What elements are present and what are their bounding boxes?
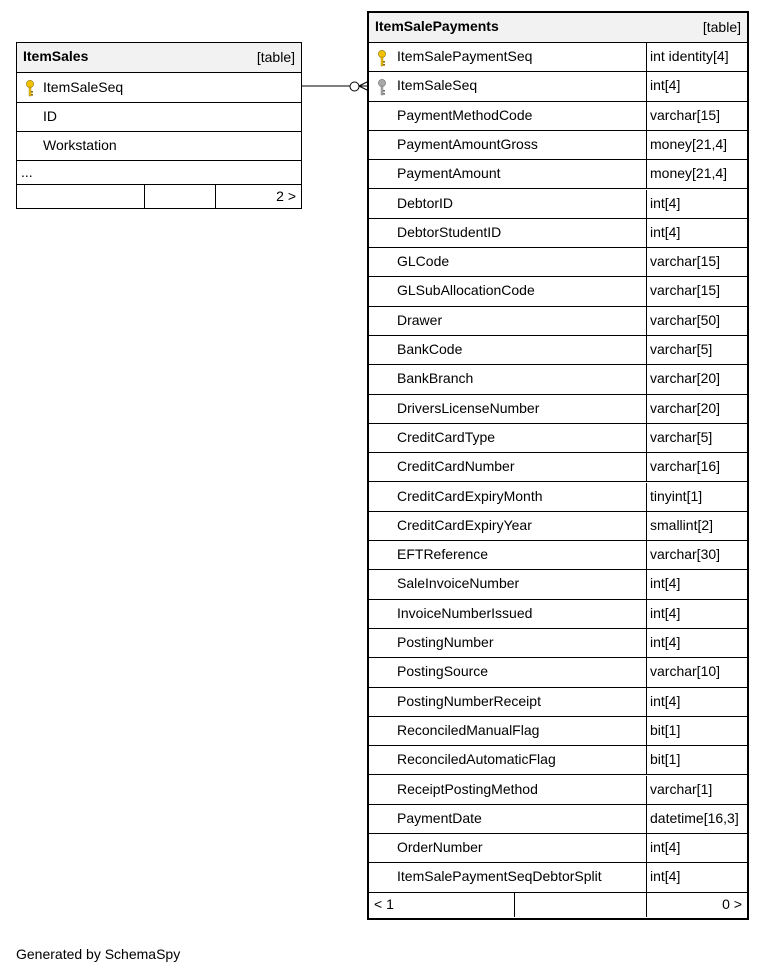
column-row[interactable]	[369, 512, 747, 541]
column-type: money[21,4]	[650, 165, 728, 182]
column-name: CreditCardType	[397, 428, 496, 445]
column-type: varchar[30]	[650, 546, 721, 563]
column-divider	[646, 600, 647, 628]
column-divider	[646, 483, 647, 511]
column-name: ID	[43, 108, 57, 124]
footer-divider	[215, 185, 216, 208]
column-name: ReconciledAutomaticFlag	[397, 751, 556, 768]
column-divider	[646, 102, 647, 130]
column-name: PaymentAmount	[397, 165, 501, 182]
column-row[interactable]	[369, 834, 747, 863]
column-type: varchar[16]	[650, 458, 721, 475]
table-kind: [table]	[702, 19, 741, 35]
column-divider	[646, 43, 647, 71]
column-divider	[646, 72, 647, 100]
column-row[interactable]	[369, 190, 747, 219]
column-type: int[4]	[650, 839, 681, 856]
column-divider	[646, 190, 647, 218]
column-type: varchar[15]	[650, 106, 721, 123]
column-type: int[4]	[650, 634, 681, 650]
column-divider	[646, 541, 647, 569]
column-name: PaymentMethodCode	[397, 106, 533, 123]
column-divider	[646, 248, 647, 276]
column-divider	[646, 570, 647, 598]
column-name: GLCode	[397, 253, 450, 270]
column-type: varchar[50]	[650, 311, 721, 328]
column-row[interactable]	[369, 805, 747, 834]
children-count[interactable]: 0 >	[722, 895, 742, 912]
column-divider	[646, 277, 647, 305]
column-name: PaymentDate	[397, 809, 482, 826]
column-name: CreditCardNumber	[397, 458, 515, 475]
column-type: varchar[15]	[650, 282, 721, 299]
column-name: CreditCardExpiryMonth	[397, 487, 543, 504]
column-row[interactable]	[369, 336, 747, 365]
column-row[interactable]	[17, 132, 301, 161]
ellipsis: ...	[21, 164, 33, 180]
item-sale-payments-table[interactable]	[367, 11, 749, 920]
column-type: int[4]	[650, 604, 681, 621]
column-row[interactable]	[369, 131, 747, 160]
column-type: int[4]	[650, 223, 681, 240]
item-sales-table[interactable]	[16, 42, 302, 209]
column-type: varchar[15]	[650, 253, 721, 270]
column-type: money[21,4]	[650, 135, 728, 152]
column-name: PostingNumberReceipt	[397, 692, 541, 709]
column-name: CreditCardExpiryYear	[397, 516, 532, 533]
column-divider	[646, 424, 647, 452]
column-name: InvoiceNumberIssued	[397, 604, 533, 621]
primary-key-icon	[24, 79, 36, 97]
column-name: ReconciledManualFlag	[397, 721, 540, 738]
column-type: varchar[5]	[650, 428, 713, 445]
column-row[interactable]	[369, 453, 747, 482]
column-divider	[646, 658, 647, 686]
column-row[interactable]	[369, 600, 747, 629]
column-type: int[4]	[650, 77, 681, 94]
children-count[interactable]: 2 >	[276, 188, 296, 204]
column-row[interactable]	[17, 103, 301, 132]
column-name: ItemSalePaymentSeq	[397, 48, 533, 64]
column-type: varchar[10]	[650, 663, 721, 680]
column-row[interactable]	[369, 541, 747, 570]
column-name: BankBranch	[397, 370, 474, 387]
column-row[interactable]	[369, 307, 747, 336]
column-row[interactable]	[17, 73, 301, 103]
generated-by-footer: Generated by SchemaSpy	[16, 946, 181, 962]
column-name: EFTReference	[397, 546, 489, 563]
column-name: Workstation	[43, 137, 117, 153]
column-type: int[4]	[650, 575, 681, 592]
column-divider	[646, 512, 647, 540]
column-name: GLSubAllocationCode	[397, 282, 535, 299]
column-row[interactable]	[369, 483, 747, 512]
column-row[interactable]	[369, 160, 747, 189]
column-divider	[646, 805, 647, 833]
column-divider	[646, 395, 647, 423]
column-name: ItemSaleSeq	[43, 79, 124, 95]
column-row[interactable]	[369, 776, 747, 805]
column-name: DebtorID	[397, 194, 454, 211]
column-divider	[646, 688, 647, 716]
table-kind: [table]	[256, 49, 295, 65]
column-divider	[646, 336, 647, 364]
column-divider	[646, 863, 647, 891]
column-divider	[646, 219, 647, 247]
column-name: PostingSource	[397, 663, 489, 680]
column-name: SaleInvoiceNumber	[397, 575, 520, 592]
parents-count[interactable]: < 1	[374, 895, 394, 912]
column-divider	[646, 160, 647, 188]
column-name: PaymentAmountGross	[397, 135, 538, 152]
column-type: varchar[5]	[650, 341, 713, 357]
column-divider	[646, 365, 647, 393]
column-row[interactable]	[369, 277, 747, 306]
column-divider	[646, 307, 647, 335]
column-name: ItemSalePaymentSeqDebtorSplit	[397, 868, 602, 885]
column-row[interactable]	[369, 43, 747, 72]
column-row[interactable]	[369, 72, 747, 101]
column-type: varchar[1]	[650, 780, 713, 797]
column-row[interactable]	[369, 688, 747, 717]
column-name: ItemSaleSeq	[397, 77, 478, 94]
column-divider	[646, 131, 647, 159]
item-sales-header	[17, 43, 301, 73]
footer-divider	[646, 893, 647, 917]
column-divider	[646, 629, 647, 657]
column-type: smallint[2]	[650, 516, 714, 533]
column-name: Drawer	[397, 311, 443, 328]
primary-key-icon	[376, 49, 388, 67]
column-type: int[4]	[650, 692, 681, 709]
column-divider	[646, 834, 647, 862]
column-type: tinyint[1]	[650, 487, 703, 504]
table-name: ItemSalePayments	[375, 18, 499, 34]
column-name: BankCode	[397, 341, 463, 357]
column-type: int[4]	[650, 868, 681, 885]
column-divider	[646, 453, 647, 481]
column-divider	[646, 776, 647, 804]
column-row[interactable]	[369, 395, 747, 424]
column-row[interactable]	[369, 658, 747, 687]
column-type: int[4]	[650, 194, 681, 211]
footer-divider	[144, 185, 145, 208]
column-row[interactable]	[369, 570, 747, 599]
item-sale-payments-header	[369, 13, 747, 43]
column-type: varchar[20]	[650, 370, 721, 387]
column-row[interactable]	[369, 863, 747, 892]
column-row[interactable]	[369, 248, 747, 277]
column-type: int identity[4]	[650, 48, 729, 64]
item-sale-payments-footer	[369, 893, 747, 917]
column-name: DebtorStudentID	[397, 223, 502, 240]
foreign-key-icon	[376, 78, 388, 96]
column-name: ReceiptPostingMethod	[397, 780, 538, 797]
more-columns-row[interactable]	[17, 161, 301, 185]
column-divider	[646, 717, 647, 745]
column-row[interactable]	[369, 424, 747, 453]
column-name: OrderNumber	[397, 839, 483, 856]
column-row[interactable]	[369, 365, 747, 394]
column-divider	[646, 746, 647, 774]
table-name: ItemSales	[23, 48, 89, 64]
column-type: varchar[20]	[650, 399, 721, 416]
column-type: bit[1]	[650, 721, 681, 738]
item-sales-footer	[17, 185, 301, 208]
column-type: bit[1]	[650, 751, 681, 768]
column-row[interactable]	[369, 746, 747, 775]
footer-divider	[514, 893, 515, 917]
column-type: datetime[16,3]	[650, 809, 739, 826]
column-row[interactable]	[369, 102, 747, 131]
column-row[interactable]	[369, 717, 747, 746]
column-name: PostingNumber	[397, 634, 494, 650]
column-row[interactable]	[369, 219, 747, 248]
column-name: DriversLicenseNumber	[397, 399, 540, 416]
column-row[interactable]	[369, 629, 747, 658]
